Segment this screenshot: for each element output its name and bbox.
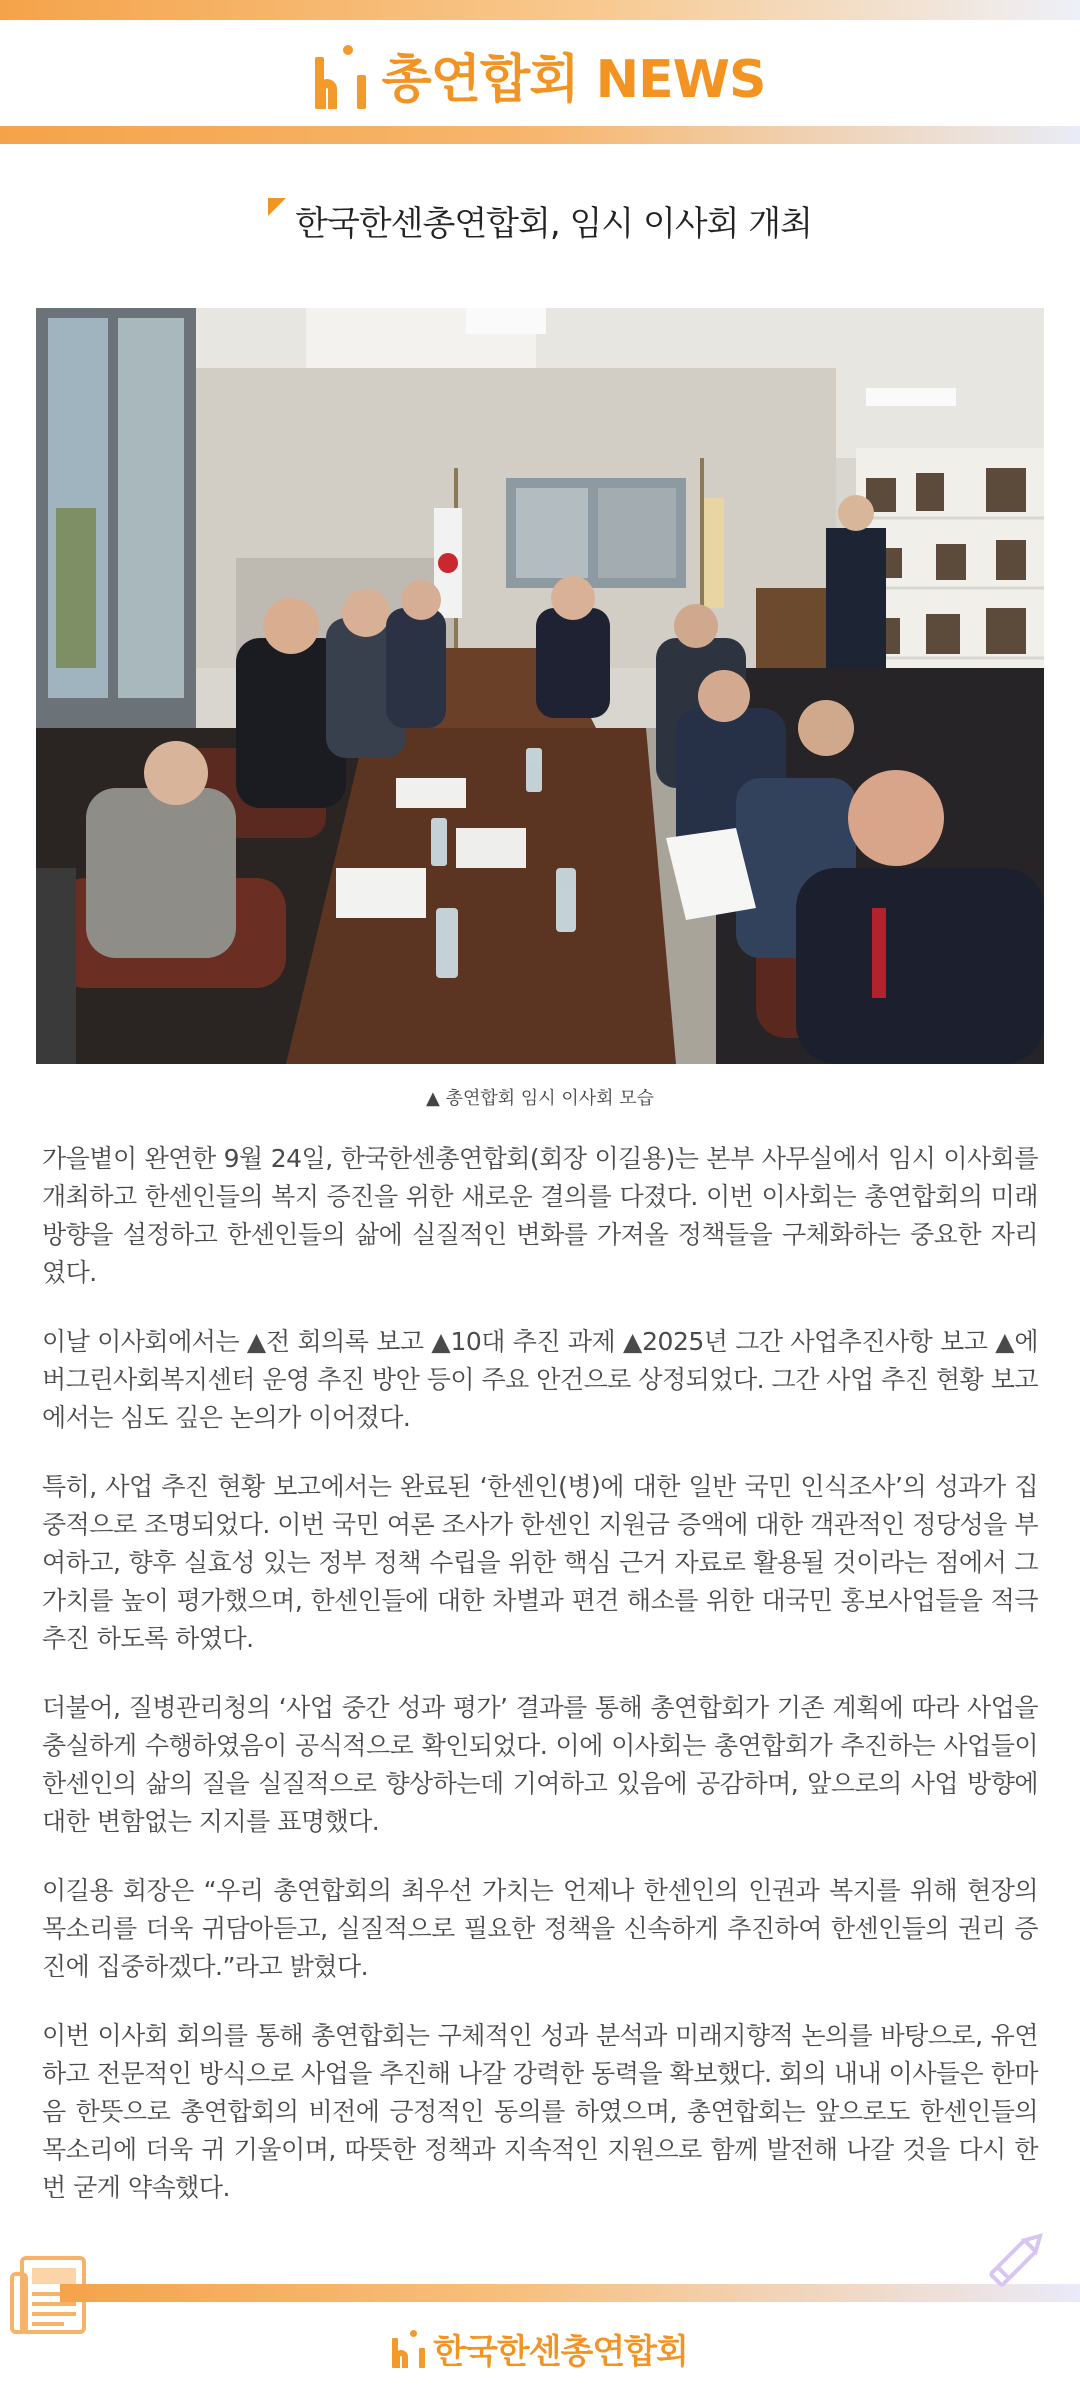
article-paragraph: 이길용 회장은 “우리 총연합회의 최우선 가치는 언제나 한센인의 인권과 복지를 위해 현장의 목소리를 더욱 귀담아듣고, 실질적으로 필요한 정책을 신속하게 추진하여 한센인들의 권리 증진에 집중하겠다.”라고 밝혔다. bbox=[42, 1876, 1038, 1981]
organization-name: 한국한센총연합회 bbox=[433, 2331, 688, 2372]
article-paragraph: 가을볕이 완연한 9월 24일, 한국한센총연합회(회장 이길용)는 본부 사무실에서 임시 이사회를 개최하고 한센인들의 복지 증진을 위한 새로운 결의를 다졌다. 이번 이사회는 총연합회의 미래 방향을 설정하고 한센인들의 삶에 실질적인 변화를 가져올 정책들을 구체화하는 중요한 자리였다. bbox=[42, 1144, 1038, 1287]
article-paragraph: 이번 이사회 회의를 통해 총연합회는 구체적인 성과 분석과 미래지향적 논의를 바탕으로, 유연하고 전문적인 방식으로 사업을 추진해 나갈 강력한 동력을 확보했다. 회의 내내 이사들은 한마음 한뜻으로 총연합회의 비전에 긍정적인 동의를 하였으며, 총연합회는 앞으로도 한센인들의 목소리에 더욱 귀 기울이며, 따뜻한 정책과 지속적인 지원으로 함께 발전해 나갈 것을 다시 한번 굳게 약속했다. bbox=[42, 2021, 1038, 2202]
header-divider-bar bbox=[0, 126, 1080, 144]
hi-logo-icon bbox=[392, 2328, 425, 2368]
footer-gradient-bar bbox=[60, 2284, 1080, 2302]
hi-logo-icon bbox=[315, 39, 366, 109]
meeting-photo bbox=[36, 308, 1044, 1064]
article-body bbox=[42, 1140, 1038, 2238]
article-headline: 한국한센총연합회, 임시 이사회 개최 bbox=[295, 204, 812, 244]
article-paragraph: 더불어, 질병관리청의 ‘사업 중간 성과 평가’ 결과를 통해 총연합회가 기존 계획에 따라 사업을 충실하게 수행하였음이 공식적으로 확인되었다. 이에 이사회는 총연합회가 추진하는 사업들이 한센인의 삶의 질을 실질적으로 향상하는데 기여하고 있음에 공감하며, 앞으로의 사업 방향에 대한 변함없는 지지를 표명했다. bbox=[42, 1693, 1038, 1836]
headline-row bbox=[0, 196, 1080, 245]
article-paragraph: 특히, 사업 추진 현황 보고에서는 완료된 ‘한센인(병)에 대한 일반 국민 인식조사’의 성과가 집중적으로 조명되었다. 이번 국민 여론 조사가 한센인 지원금 증액에 대한 객관적인 정당성을 부여하고, 향후 실효성 있는 정부 정책 수립을 위한 핵심 근거 자료로 활용될 것이라는 점에서 그 가치를 높이 평가했으며, 한센인들에 대한 차별과 편견 해소를 위한 대국민 홍보사업들을 적극 추진 하도록 하였다. bbox=[42, 1472, 1038, 1653]
footer-logo bbox=[0, 2318, 1080, 2378]
top-gradient-bar bbox=[0, 0, 1080, 20]
article-paragraph: 이날 이사회에서는 ▲전 회의록 보고 ▲10대 추진 과제 ▲2025년 그간 사업추진사항 보고 ▲에버그린사회복지센터 운영 추진 방안 등이 주요 안건으로 상정되었다. 그간 사업 추진 현황 보고에서는 심도 깊은 논의가 이어졌다. bbox=[42, 1327, 1038, 1432]
newsletter-title: 총연합회 NEWS bbox=[381, 49, 766, 110]
headline-marker-icon bbox=[268, 198, 286, 216]
photo-caption: ▲ 총연합회 임시 이사회 모습 bbox=[426, 1088, 654, 1109]
newsletter-header bbox=[0, 20, 1080, 128]
pencil-icon bbox=[976, 2220, 1056, 2300]
